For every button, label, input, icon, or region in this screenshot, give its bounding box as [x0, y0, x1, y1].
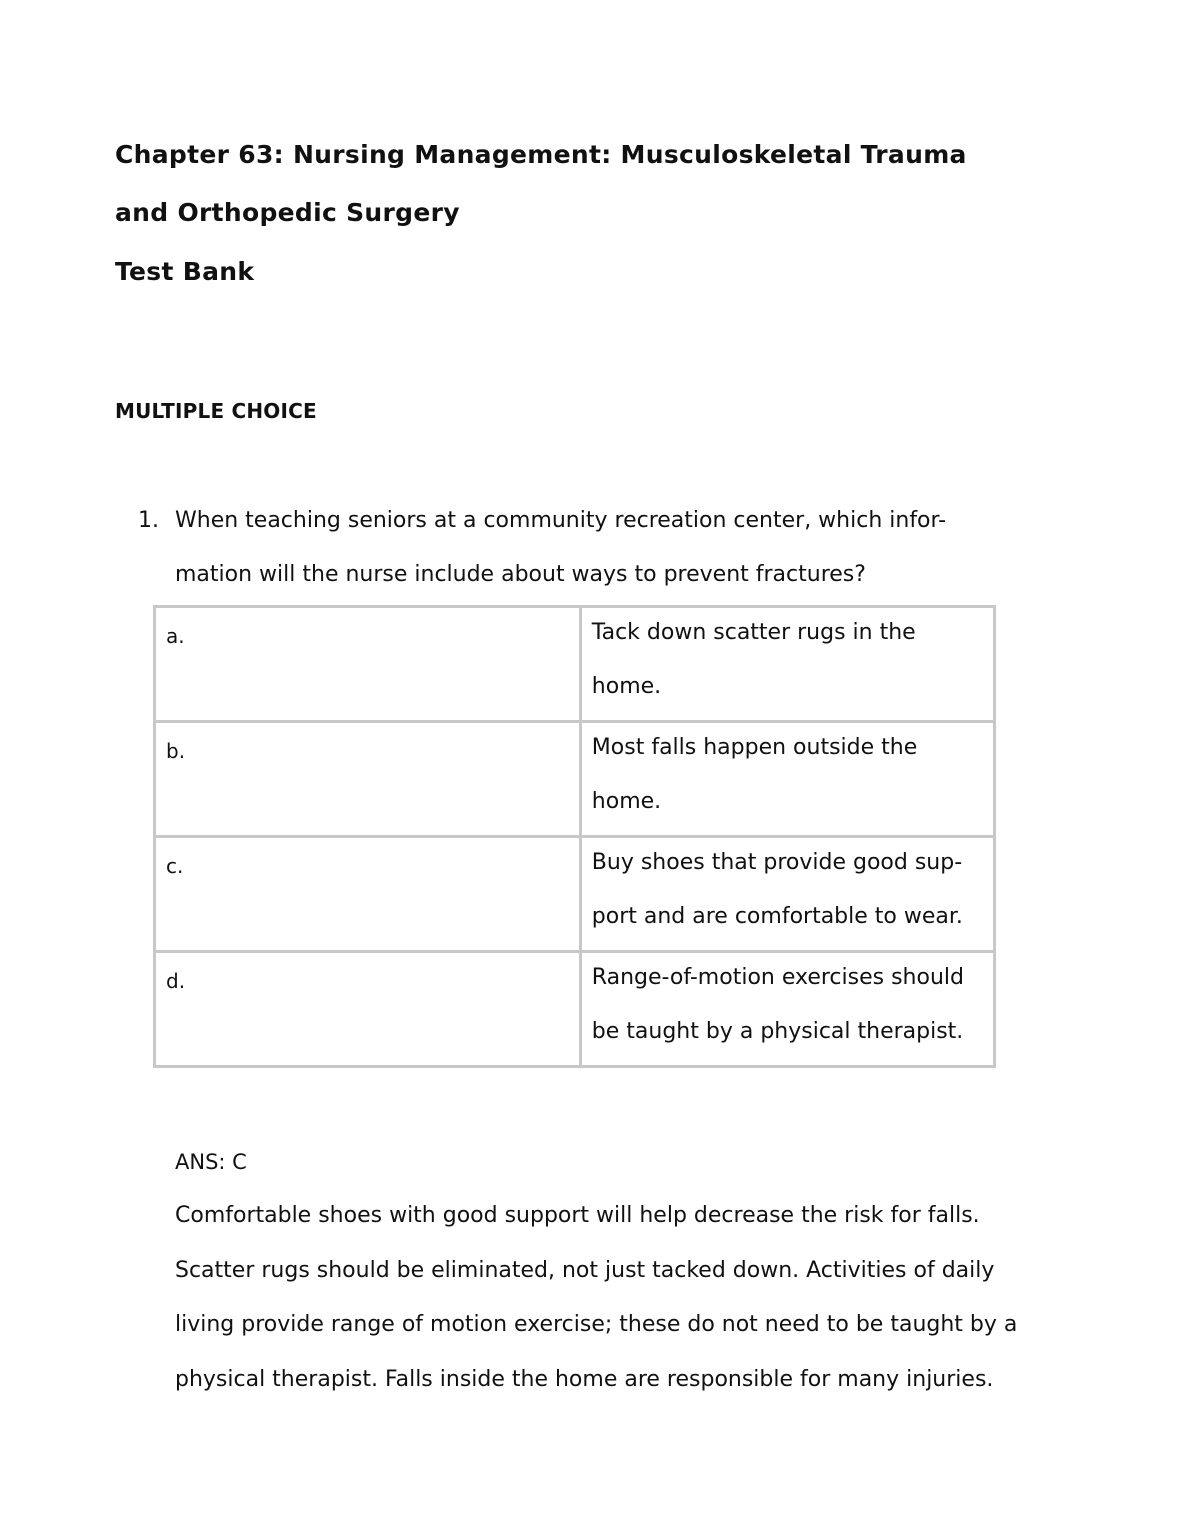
choice-row-b — [155, 722, 995, 837]
answer-choices-table — [153, 605, 996, 1068]
choice-row-d — [155, 952, 995, 1067]
chapter-title-line-2: and Orthopedic Surgery — [115, 198, 460, 227]
choice-text — [580, 952, 994, 1067]
choice-text — [580, 607, 994, 722]
question-stem: When teaching seniors at a community recreation center, which infor-mation will the nurse include about ways to prevent fractures? — [175, 508, 947, 587]
answer-rationale: Comfortable shoes with good support will help decrease the risk for falls. Scatter rugs should be eliminated, not just tacked down. Activities of daily living provide range of motion exercise; these do not need to be taught by a physical therapist. Falls inside the home are responsible for many injuries. — [175, 1203, 1018, 1392]
choice-text-b: Most falls happen outside the home. — [591, 735, 918, 814]
chapter-title-line-1: Chapter 63: Nursing Management: Musculoskeletal Trauma — [115, 140, 967, 169]
choice-text-d: Range-of-motion exercises should be taught by a physical therapist. — [591, 965, 964, 1044]
choice-letter: c. — [155, 837, 581, 952]
question-1 — [138, 494, 998, 602]
question-number: 1. — [138, 508, 159, 533]
choice-row-a — [155, 607, 995, 722]
choice-letter: d. — [155, 952, 581, 1067]
answer-key: ANS: C — [175, 1150, 247, 1174]
choice-text — [580, 837, 994, 952]
choice-text-a: Tack down scatter rugs in the home. — [591, 620, 916, 699]
choice-letter: a. — [155, 607, 581, 722]
section-heading: MULTIPLE CHOICE — [115, 399, 317, 423]
choice-text — [580, 722, 994, 837]
choice-row-c — [155, 837, 995, 952]
choice-letter: b. — [155, 722, 581, 837]
test-bank-heading: Test Bank — [115, 257, 255, 286]
choice-text-c: Buy shoes that provide good sup-port and are comfortable to wear. — [591, 850, 963, 929]
